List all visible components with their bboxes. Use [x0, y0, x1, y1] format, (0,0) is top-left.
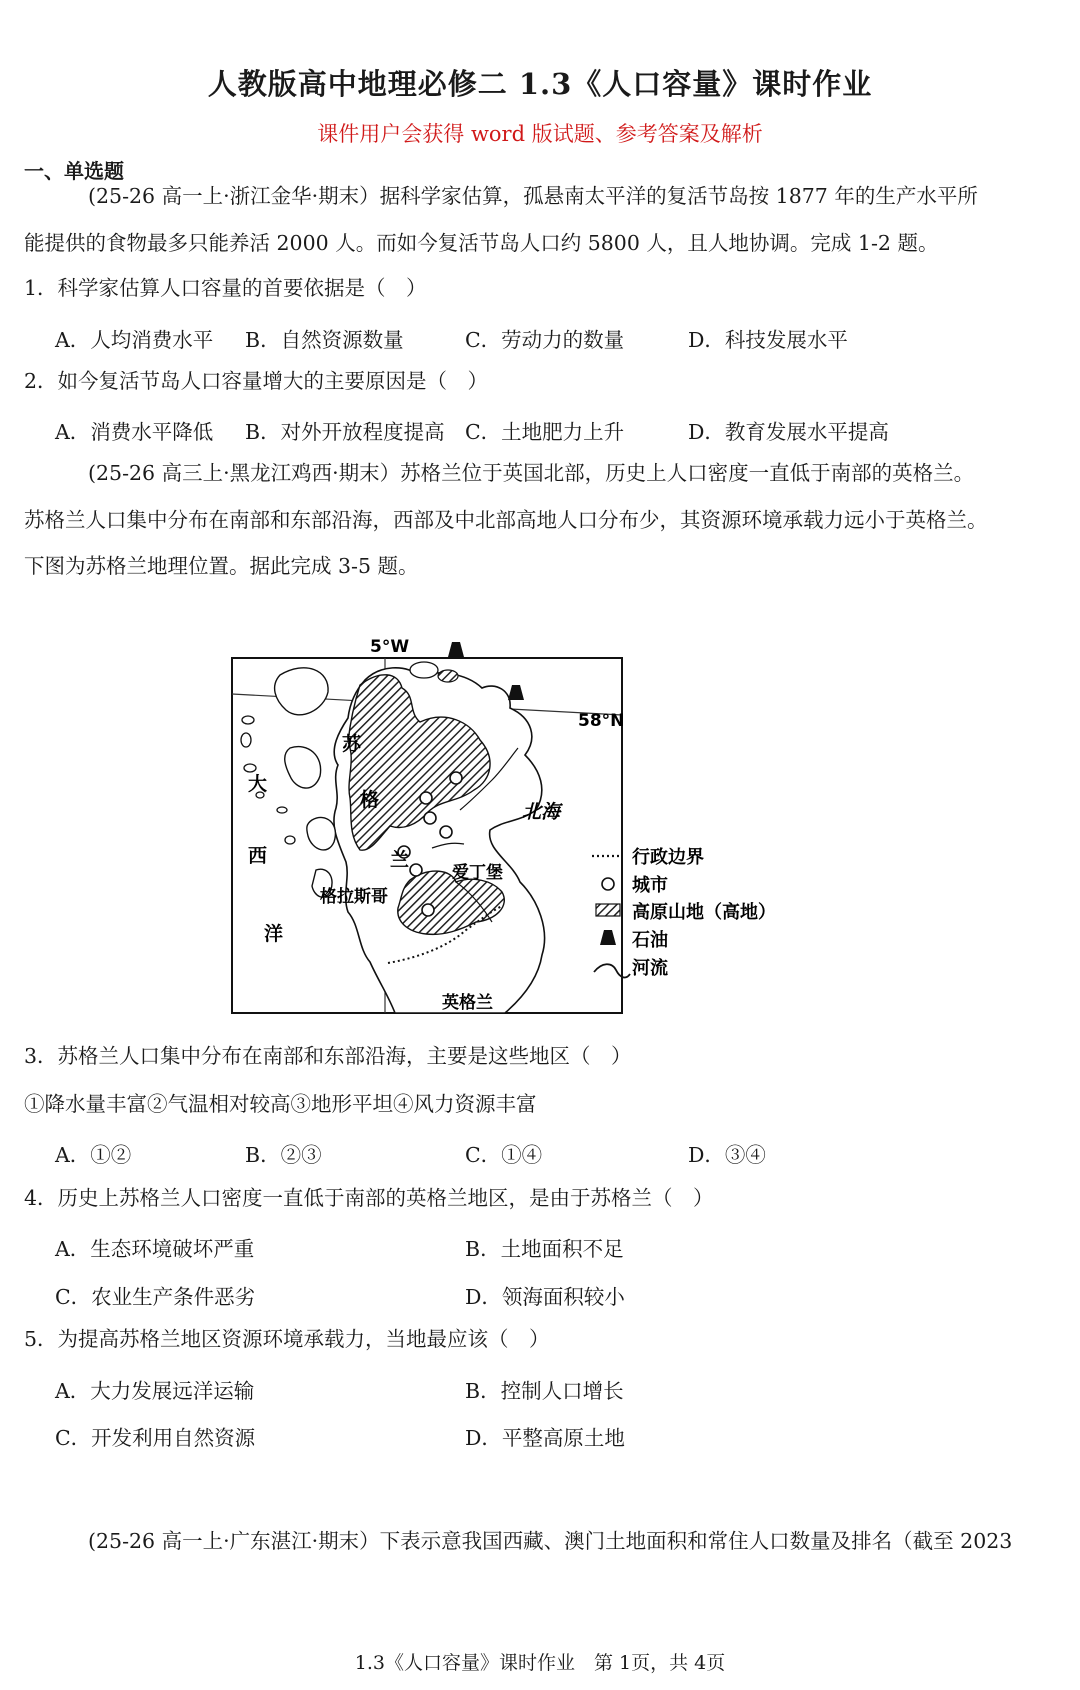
passage2-line3: 下图为苏格兰地理位置。据此完成 3-5 题。 [24, 554, 419, 578]
city-marker [420, 792, 432, 804]
city-marker [424, 812, 436, 824]
sea-west-1: 大 [248, 773, 268, 795]
q1-option-b: B．自然资源数量 [245, 328, 404, 352]
region-label-1: 苏 [342, 733, 362, 755]
q1-option-c: C．劳动力的数量 [465, 328, 625, 352]
city-marker [450, 772, 462, 784]
legend-city: 城市 [632, 875, 668, 896]
q4-option-b: B．土地面积不足 [465, 1237, 624, 1261]
islet [285, 836, 295, 844]
q3-option-d: D．③④ [688, 1143, 766, 1167]
passage2-line1: (25-26 高三上·黑龙江鸡西·期末）苏格兰位于英国北部，历史上人口密度一直低于南部的英格兰。 [88, 461, 975, 485]
q1-option-a: A．人均消费水平 [55, 328, 214, 352]
q4-option-a: A．生态环境破坏严重 [55, 1237, 255, 1261]
q5-option-b: B．控制人口增长 [465, 1379, 624, 1403]
islet [244, 764, 256, 772]
city-marker [422, 904, 434, 916]
city-edinburgh-marker [440, 826, 452, 838]
islet [277, 807, 287, 813]
passage3-line1: (25-26 高一上·广东湛江·期末）下表示意我国西藏、澳门土地面积和常住人口数量及排名（截至 2023 [88, 1529, 1013, 1553]
q2-option-b: B．对外开放程度提高 [245, 420, 445, 444]
sea-west-2: 西 [248, 845, 268, 867]
city-edinburgh-label: 爱丁堡 [452, 863, 503, 883]
q3-option-c: C．①④ [465, 1143, 543, 1167]
lat-label: 58°N [578, 711, 625, 731]
region-label-2: 格 [360, 789, 380, 811]
passage1-line1: (25-26 高一上·浙江金华·期末）据科学家估算，孤悬南太平洋的复活节岛按 1877 年的生产水平所 [88, 184, 978, 208]
lon-label: 5°W [370, 637, 410, 657]
q4-stem: 4．历史上苏格兰人口密度一直低于南部的英格兰地区，是由于苏格兰（ ） [24, 1186, 714, 1210]
scotland-map [220, 630, 840, 1020]
legend-river: 河流 [632, 958, 668, 979]
q2-option-d: D．教育发展水平提高 [688, 420, 889, 444]
q3-sub: ①降水量丰富②气温相对较高③地形平坦④风力资源丰富 [24, 1092, 537, 1116]
sea-north-label: 北海 [522, 801, 561, 823]
passage2-line2: 苏格兰人口集中分布在南部和东部沿海，西部及中北部高地人口分布少，其资源环境承载力远小于英格兰。 [24, 508, 988, 532]
q5-option-a: A．大力发展远洋运输 [55, 1379, 255, 1403]
q5-option-c: C．开发利用自然资源 [55, 1426, 256, 1450]
q3-option-a: A．①② [55, 1143, 132, 1167]
legend-oil: 石油 [632, 930, 668, 951]
legend-highland-symbol [596, 904, 620, 916]
q4-option-c: C．农业生产条件恶劣 [55, 1285, 256, 1309]
q2-option-a: A．消费水平降低 [55, 420, 214, 444]
q5-option-d: D．平整高原土地 [465, 1426, 625, 1450]
oil-marker [448, 642, 464, 657]
england-label: 英格兰 [442, 993, 493, 1013]
islet [241, 733, 251, 747]
sea-west-3: 洋 [264, 923, 284, 945]
legend-city-symbol [602, 878, 614, 890]
document-title: 人教版高中地理必修二 1.3《人口容量》课时作业 [207, 67, 873, 101]
section-heading: 一、单选题 [24, 159, 124, 183]
passage1-line2: 能提供的食物最多只能养活 2000 人。而如今复活节岛人口约 5800 人，且人地协调。完成 1-2 题。 [24, 231, 939, 255]
islet [242, 716, 254, 724]
page-footer: 1.3《人口容量》课时作业 第 1页，共 4页 [354, 1652, 726, 1674]
highland-north [438, 670, 458, 682]
q2-stem: 2．如今复活节岛人口容量增大的主要原因是（ ） [24, 369, 489, 393]
q5-stem: 5．为提高苏格兰地区资源环境承载力，当地最应该（ ） [24, 1327, 550, 1351]
city-glasgow-label: 格拉斯哥 [320, 887, 388, 907]
island-orkney [410, 662, 438, 678]
q3-option-b: B．②③ [245, 1143, 322, 1167]
q2-option-c: C．土地肥力上升 [465, 420, 625, 444]
document-subtitle: 课件用户会获得 word 版试题、参考答案及解析 [317, 122, 763, 146]
q4-option-d: D．领海面积较小 [465, 1285, 625, 1309]
legend-border: 行政边界 [632, 847, 704, 868]
q3-stem: 3．苏格兰人口集中分布在南部和东部沿海，主要是这些地区（ ） [24, 1044, 632, 1068]
q1-option-d: D．科技发展水平 [688, 328, 848, 352]
region-label-3: 兰 [390, 849, 410, 871]
q1-stem: 1．科学家估算人口容量的首要依据是（ ） [24, 276, 427, 300]
city-marker [410, 864, 422, 876]
legend-highland: 高原山地（高地） [632, 902, 776, 923]
